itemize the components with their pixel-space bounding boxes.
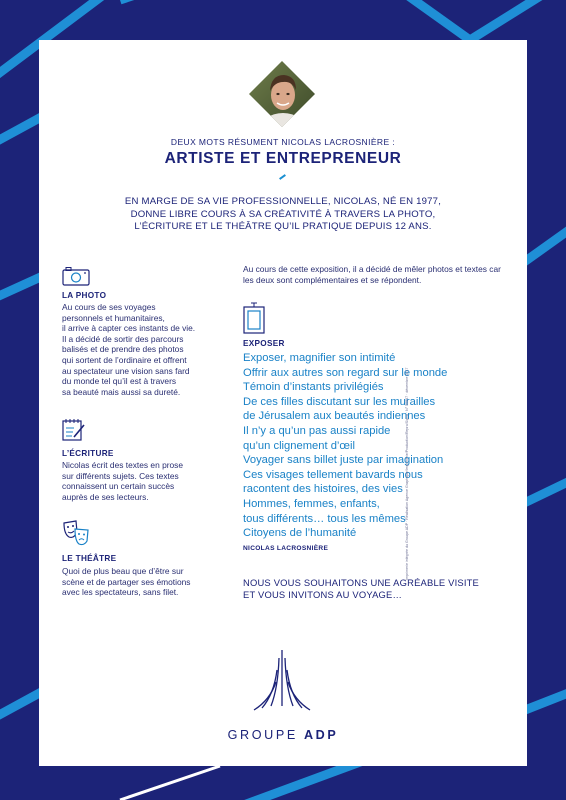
theatre-masks-icon bbox=[62, 520, 90, 546]
poem-line: Hommes, femmes, enfants, bbox=[243, 497, 380, 510]
poem-line: De ces filles discutant sur les murailles bbox=[243, 395, 436, 408]
lead-line: DONNE LIBRE COURS À SA CRÉATIVITÉ À TRAVERS LA PHOTO, bbox=[130, 208, 436, 220]
notepad-pen-icon bbox=[62, 418, 86, 442]
lead-line: EN MARGE DE SA VIE PROFESSIONNELLE, NICOLAS, NÉ EN 1977, bbox=[124, 196, 442, 207]
poem-line: tous différents… tous les mêmes bbox=[243, 512, 406, 525]
portrait-photo bbox=[249, 61, 315, 127]
exhibition-title: EXPOSER bbox=[243, 339, 285, 348]
closing-message: NOUS VOUS SOUHAITONS UNE AGRÉABLE VISITE ET VOUS INVITONS AU VOYAGE… bbox=[243, 577, 480, 600]
logo-wordmark bbox=[39, 728, 527, 742]
poem bbox=[243, 351, 505, 541]
section-title-photo: LA PHOTO bbox=[62, 291, 107, 300]
poem-line: Exposer, magnifier son intimité bbox=[243, 352, 396, 364]
poem-author: NICOLAS LACROSNIÈRE bbox=[243, 545, 329, 552]
poem-line: Citoyens de l’humanité bbox=[243, 527, 357, 540]
poem-line: Offrir aux autres son regard sur le monde bbox=[243, 366, 448, 379]
poem-line: Voyager sans billet juste par imagination bbox=[243, 454, 444, 467]
section-body-theatre: Quoi de plus beau que d’être sur scène et de partager ses émotions avec les spectateurs, sans filet. bbox=[62, 566, 191, 598]
poem-line: Il n’y a qu’un pas aussi rapide bbox=[243, 424, 391, 437]
poem-line: de Jérusalem aux beautés indiennes bbox=[243, 410, 426, 423]
intro-label: DEUX MOTS RÉSUMENT NICOLAS LACROSNIÈRE : bbox=[170, 137, 396, 147]
section-title-theatre: LE THÉÂTRE bbox=[62, 554, 117, 563]
lead-paragraph bbox=[100, 196, 466, 234]
section-body-ecriture: Nicolas écrit des textes en prose sur différents sujets. Ces textes connaissent un certain succès auprès de ses lecteurs. bbox=[62, 460, 184, 502]
exhibition-intro: Au cours de cette exposition, il a décidé de mêler photos et textes car les deux sont complémentaires et se répondent. bbox=[243, 264, 501, 285]
poem-line: racontent des histoires, des vies bbox=[243, 483, 403, 496]
poem-line: qu’un clignement d’œil bbox=[243, 439, 355, 452]
groupe-adp-logo-icon bbox=[249, 648, 315, 720]
lead-line: L’ÉCRITURE ET LE THÉÂTRE QU’IL PRATIQUE DEPUIS 12 ANS. bbox=[134, 221, 432, 232]
section-body-photo: Au cours de ses voyages personnels et humanitaires, il arrive à capter ces instants de vie. Il a décidé de sortir des parcours balisés et de prendre des photos qui sortent de l’ordinaire et offrent au spectateur une vision sans fard du monde tel qu’il est à travers sa beauté mais aussi sa dureté. bbox=[62, 302, 196, 397]
logo-word-groupe: GROUPE bbox=[227, 728, 298, 742]
picture-frame-icon bbox=[243, 302, 265, 334]
section-title-ecriture: L’ÉCRITURE bbox=[62, 449, 114, 458]
print-credit: Imprimerie intégrée du Groupe ADP · Réalisation Agence Graphique/Imprimerie/Production/Repro/Signa · N° 50837 · décembre 2017 bbox=[405, 367, 409, 580]
poem-line: Témoin d’instants privilégiés bbox=[243, 381, 384, 394]
page-title: ARTISTE ET ENTREPRENEUR bbox=[164, 150, 402, 167]
logo-word-adp: ADP bbox=[303, 728, 339, 742]
poem-line: Ces visages tellement bavards nous bbox=[243, 468, 423, 481]
camera-icon bbox=[62, 266, 90, 286]
